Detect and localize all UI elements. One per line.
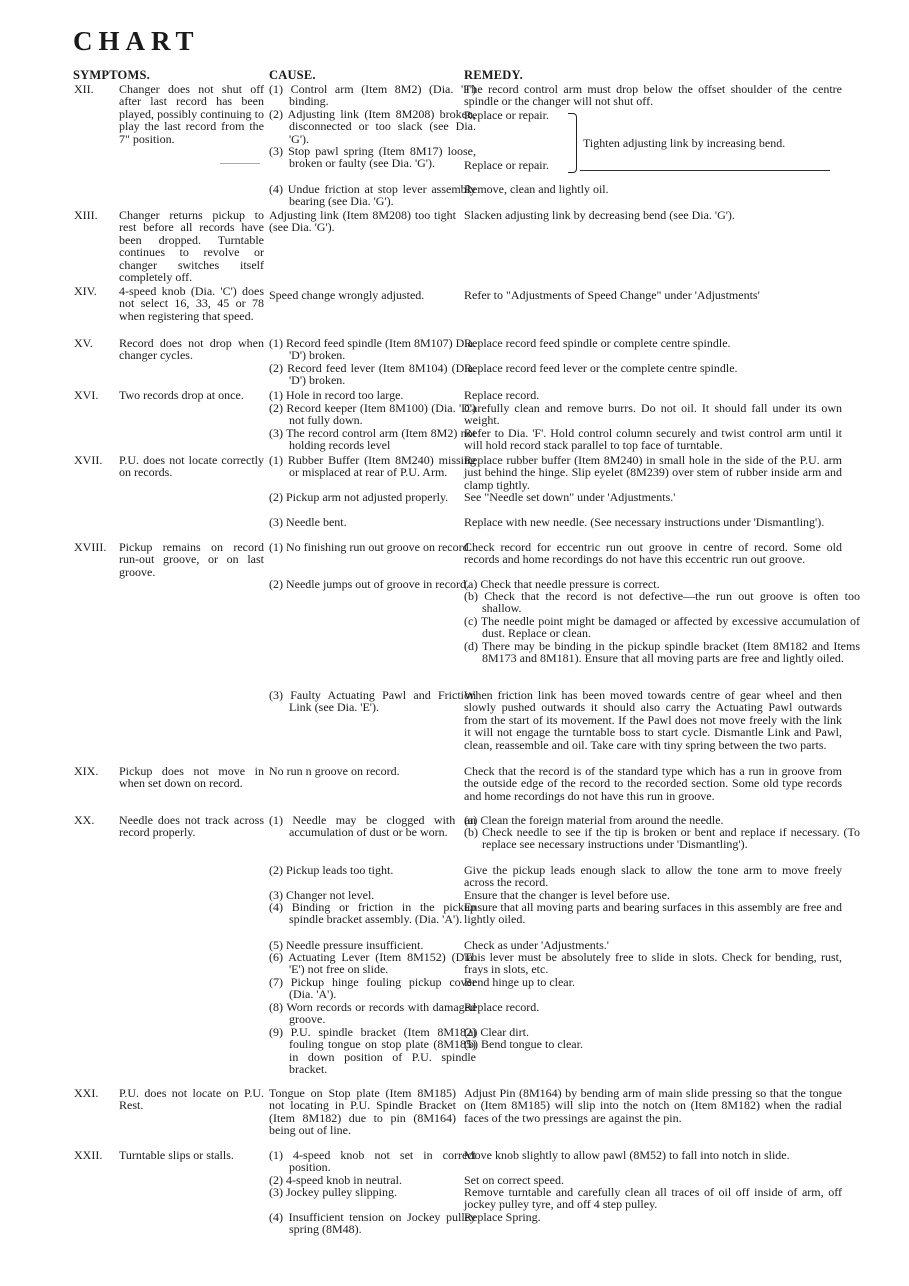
cause-item: (4) Binding or friction in the pickup spindle bracket assembly. (Dia. 'A'). — [269, 900, 476, 927]
brace-remedy-text: Tighten adjusting link by increasing bend. — [583, 136, 786, 150]
row-number: XVIII. — [74, 540, 107, 554]
cause-item: (3) Changer not level. — [269, 888, 375, 902]
remedy-item: (a) Check that needle pressure is correct. — [464, 577, 660, 591]
remedy-item: Replace or repair. — [464, 108, 549, 122]
cause-item: (2) Record feed lever (Item 8M104) (Dia. 'D') broken. — [269, 361, 476, 388]
row-number: XIII. — [74, 208, 98, 222]
cause-item: (3) Faulty Actuating Pawl and Friction Link (see Dia. 'E'). — [269, 688, 476, 715]
cause-item: (3) The record control arm (Item 8M2) not holding records level — [269, 426, 476, 453]
cause-item: (2) Needle jumps out of groove in record. — [269, 577, 469, 591]
cause-item: Tongue on Stop plate (Item 8M185) not locating in P.U. Spindle Bracket (Item 8M182) due to pin (8M164) being out of line. — [269, 1086, 456, 1138]
brace-divider — [568, 113, 577, 173]
cause-item: (2) 4-speed knob in neutral. — [269, 1173, 402, 1187]
remedy-item: Slacken adjusting link by decreasing bend (see Dia. 'G'). — [464, 208, 735, 222]
remedy-item: Give the pickup leads enough slack to allow the tone arm to move freely across the record. — [464, 863, 842, 890]
cause-item: (2) Adjusting link (Item 8M208) broken, disconnected or too slack (see Dia. 'G'). — [269, 107, 476, 146]
remedy-item: Move knob slightly to allow pawl (8M52) to fall into notch in slide. — [464, 1148, 790, 1162]
cause-item: (1) Control arm (Item 8M2) (Dia. 'F') binding. — [269, 82, 476, 109]
remedy-item: The record control arm must drop below the offset shoulder of the centre spindle or the changer will not shut off. — [464, 82, 842, 109]
cause-item: (7) Pickup hinge fouling pickup cover (Dia. 'A'). — [269, 975, 476, 1002]
cause-item: (1) 4-speed knob not set in correct position. — [269, 1148, 476, 1175]
remedy-item: (a) Clear dirt. — [464, 1025, 529, 1039]
remedy-item: Replace record. — [464, 388, 540, 402]
remedy-item: Remove turntable and carefully clean all traces of oil off inside of arm, off jockey pulley tyre, and off 4 step pulley. — [464, 1185, 842, 1212]
remedy-item: Set on correct speed. — [464, 1173, 564, 1187]
remedy-item: Ensure that the changer is level before use. — [464, 888, 670, 902]
cause-item: No run n groove on record. — [269, 764, 400, 778]
remedy-item: (a) Clean the foreign material from around the needle. — [464, 813, 724, 827]
remedy-item: Replace record feed spindle or complete centre spindle. — [464, 336, 731, 350]
symptom-text: Pickup remains on record run-out groove, or on last groove. — [119, 540, 264, 579]
cause-item: (5) Needle pressure insufficient. — [269, 938, 424, 952]
remedy-item: Adjust Pin (8M164) by bending arm of main slide pressing so that the tongue on (Item 8M185) will slip into the notch on (Item 8M182) when the radial faces of the two pressings are against the pin. — [464, 1086, 842, 1125]
remedy-item: When friction link has been moved towards centre of gear wheel and then slowly pushed outwards it should also carry the Actuating Pawl outwards from the start of its movement. If the Pawl does not move freely with the link it will not engage the turntable boss to start cycle. Dismantle Link and Pawl, clean, reassemble and oil. Take care with tiny spring between the two parts. — [464, 688, 842, 752]
row-number: XX. — [74, 813, 95, 827]
header-remedy: REMEDY. — [464, 68, 523, 82]
header-cause: CAUSE. — [269, 68, 316, 82]
remedy-item: Carefully clean and remove burrs. Do not oil. It should fall under its own weight. — [464, 401, 842, 428]
row-number: XV. — [74, 336, 93, 350]
symptom-text: Changer returns pickup to rest before all records have been dropped. Turntable continues to revolve or changer switches itself completely off. — [119, 208, 264, 285]
symptom-text: Record does not drop when changer cycles. — [119, 336, 264, 363]
remedy-item: Replace Spring. — [464, 1210, 541, 1224]
header-symptoms: SYMPTOMS. — [73, 68, 150, 82]
remedy-item: (b) Check needle to see if the tip is broken or bent and replace if necessary. (To replace see necessary instructions under 'Dismantling'). — [464, 825, 860, 852]
cause-item: (2) Pickup leads too tight. — [269, 863, 394, 877]
remedy-item: See "Needle set down" under 'Adjustments.' — [464, 490, 676, 504]
remedy-item: Replace or repair. — [464, 158, 549, 172]
remedy-item: (d) There may be binding in the pickup spindle bracket (Item 8M182 and Items 8M173 and 8M181). Ensure that all moving parts are free and lightly oiled. — [464, 639, 860, 666]
cause-item: (9) P.U. spindle bracket (Item 8M182) fouling tongue on stop plate (8M185) in down position of P.U. spindle bracket. — [269, 1025, 476, 1077]
cause-item: (4) Insufficient tension on Jockey pulley spring (8M48). — [269, 1210, 476, 1237]
cause-item: (6) Actuating Lever (Item 8M152) (Dia. 'E') not free on slide. — [269, 950, 476, 977]
cause-item: (1) Needle may be clogged with an accumulation of dust or be worn. — [269, 813, 476, 840]
cause-item: (1) Rubber Buffer (Item 8M240) missing or misplaced at rear of P.U. Arm. — [269, 453, 476, 480]
symptom-text: Turntable slips or stalls. — [119, 1148, 234, 1162]
symptom-text: Needle does not track across record properly. — [119, 813, 264, 840]
remedy-item: Refer to Dia. 'F'. Hold control column securely and twist control arm until it will hold record stack parallel to top face of turntable. — [464, 426, 842, 453]
cause-item: (1) No finishing run out groove on record. — [269, 540, 472, 554]
row-number: XXI. — [74, 1086, 99, 1100]
rule-line — [220, 163, 260, 164]
remedy-item: Check as under 'Adjustments.' — [464, 938, 609, 952]
row-number: XVI. — [74, 388, 99, 402]
row-number: XIX. — [74, 764, 99, 778]
page-title: CHART — [73, 26, 200, 56]
cause-item: (3) Jockey pulley slipping. — [269, 1185, 397, 1199]
cause-item: (1) Record feed spindle (Item 8M107) Dia. 'D') broken. — [269, 336, 476, 363]
cause-item: (3) Needle bent. — [269, 515, 347, 529]
cause-item: (2) Record keeper (Item 8M100) (Dia. 'D') not fully down. — [269, 401, 476, 428]
symptom-text: Two records drop at once. — [119, 388, 244, 402]
remedy-item: Bend hinge up to clear. — [464, 975, 575, 989]
symptom-text: 4-speed knob (Dia. 'C') does not select 16, 33, 45 or 78 when registering that speed. — [119, 284, 264, 323]
remedy-item: Replace with new needle. (See necessary instructions under 'Dismantling'). — [464, 515, 825, 529]
symptom-text: P.U. does not locate on P.U. Rest. — [119, 1086, 264, 1113]
remedy-item: (c) The needle point might be damaged or affected by excessive accumulation of dust. Replace or clean. — [464, 614, 860, 641]
remedy-item: (b) Check that the record is not defective—the run out groove is often too shallow. — [464, 589, 860, 616]
remedy-item: Check record for eccentric run out groove in centre of record. Some old records and home recordings do not have this eccentric run out groove. — [464, 540, 842, 567]
cause-item: Speed change wrongly adjusted. — [269, 288, 425, 302]
remedy-item: Replace record. — [464, 1000, 540, 1014]
remedy-item: Check that the record is of the standard type which has a run in groove from the outside edge of the record to the recorded section. Some old type records and home recordings do not have this run in groove. — [464, 764, 842, 803]
remedy-item: Replace record feed lever or the complete centre spindle. — [464, 361, 738, 375]
row-number: XII. — [74, 82, 94, 96]
cause-item: (2) Pickup arm not adjusted properly. — [269, 490, 449, 504]
symptom-text: P.U. does not locate correctly on records. — [119, 453, 264, 480]
remedy-item: (b) Bend tongue to clear. — [464, 1037, 583, 1051]
symptom-text: Pickup does not move in when set down on record. — [119, 764, 264, 791]
remedy-item: Replace rubber buffer (Item 8M240) in small hole in the side of the P.U. arm just behind the hinge. Slip eyelet (8M239) over stem of rubber inside arm and clamp tightly. — [464, 453, 842, 492]
remedy-item: Remove, clean and lightly oil. — [464, 182, 609, 196]
remedy-item: This lever must be absolutely free to slide in slots. Check for bending, rust, frays in slots, etc. — [464, 950, 842, 977]
remedy-item: Ensure that all moving parts and bearing surfaces in this assembly are free and lightly oiled. — [464, 900, 842, 927]
remedy-item: Refer to "Adjustments of Speed Change" under 'Adjustments' — [464, 288, 760, 302]
cause-item: (3) Stop pawl spring (Item 8M17) loose, broken or faulty (see Dia. 'G'). — [269, 144, 476, 171]
row-number: XVII. — [74, 453, 103, 467]
cause-item: (1) Hole in record too large. — [269, 388, 404, 402]
row-number: XIV. — [74, 284, 97, 298]
cause-item: (4) Undue friction at stop lever assembly bearing (see Dia. 'G'). — [269, 182, 476, 209]
symptom-text: Changer does not shut off after last record has been played, possibly continuing to play the last record from the 7" position. — [119, 82, 264, 146]
cause-item: Adjusting link (Item 8M208) too tight (see Dia. 'G'). — [269, 208, 456, 235]
cause-item: (8) Worn records or records with damaged groove. — [269, 1000, 476, 1027]
rule-line — [580, 170, 830, 171]
row-number: XXII. — [74, 1148, 103, 1162]
